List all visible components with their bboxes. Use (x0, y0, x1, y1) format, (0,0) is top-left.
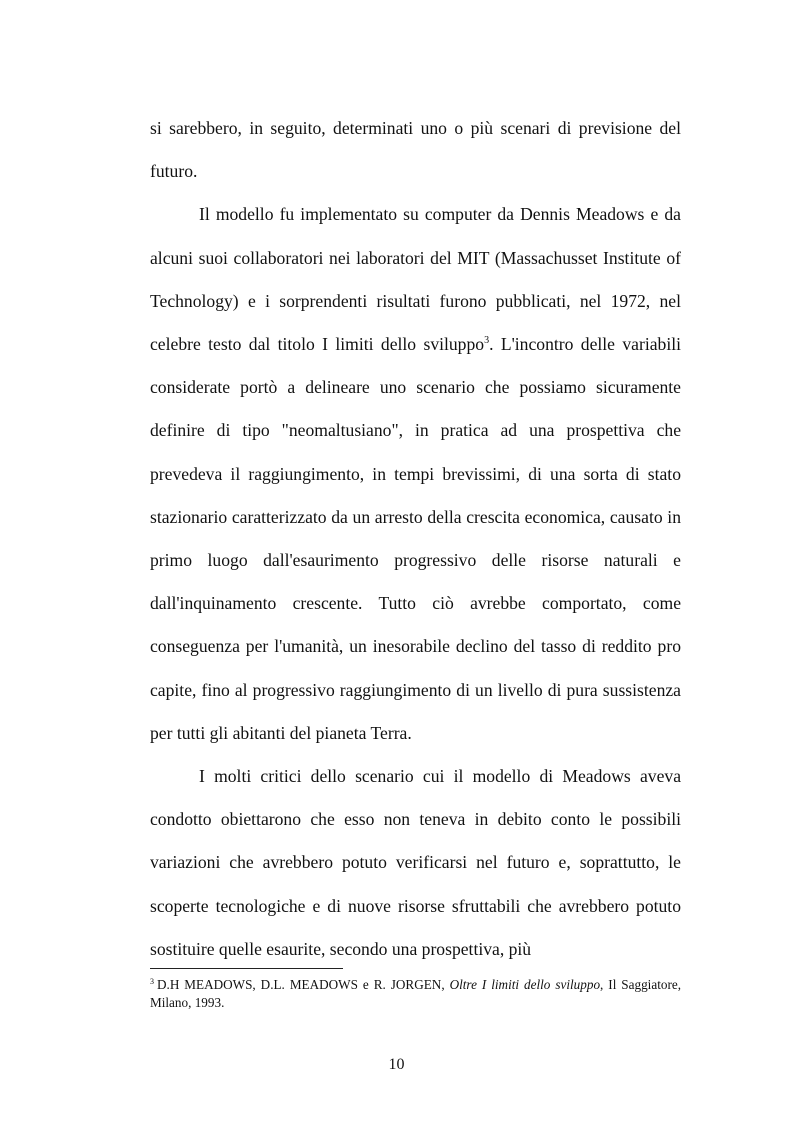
paragraph-2-text-b: . L'incontro delle variabili considerate portò a delineare uno scenario che possiamo sicuramente definire di tipo "neomaltusiano", in pratica ad una prospettiva che prevedeva il raggiungimento, in tempi brevissimi, di una sorta di stato stazionario caratterizzato da un arresto della crescita economica, causato in primo luogo dall'esaurimento progressivo delle risorse naturali e dall'inquinamento crescente. Tutto ciò avrebbe comportato, come conseguenza per l'umanità, un inesorabile declino del tasso di reddito pro capite, fino al progressivo raggiungimento di un livello di pura sussistenza per tutti gli abitanti del pianeta Terra. (150, 334, 681, 743)
paragraph-3: I molti critici dello scenario cui il modello di Meadows aveva condotto obiettarono che esso non teneva in debito conto le possibili variazioni che avrebbero potuto verificarsi nel futuro e, soprattutto, le scoperte tecnologiche e di nuove risorse sfruttabili che avrebbero potuto sostituire quelle esaurite, secondo una prospettiva, più (150, 766, 681, 959)
paragraph-2 (150, 193, 681, 755)
footnote-publisher: , Il Saggiatore, Milano, 1993. (150, 977, 682, 1010)
footnote (150, 976, 681, 1012)
footnote-title: Oltre I limiti dello sviluppo (449, 977, 601, 992)
page-number: 10 (388, 1056, 405, 1073)
footnote-separator (150, 968, 343, 969)
paragraph-1: si sarebbero, in seguito, determinati uno o più scenari di previsione del futuro. (150, 118, 681, 182)
footnote-authors: D.H MEADOWS, D.L. MEADOWS e R. JORGEN, (157, 977, 450, 992)
footnote-number: 3 (150, 977, 154, 986)
footnote-reference: 3 (484, 335, 490, 347)
page-body (150, 107, 681, 971)
paragraph-2-text-a: Il modello fu implementato su computer da Dennis Meadows e da alcuni suoi collaboratori nei laboratori del MIT (Massachusset Institute of Technology) e i sorprendenti risultati furono pubblicati, nel 1972, nel celebre testo dal titolo I limiti dello sviluppo (150, 204, 681, 355)
